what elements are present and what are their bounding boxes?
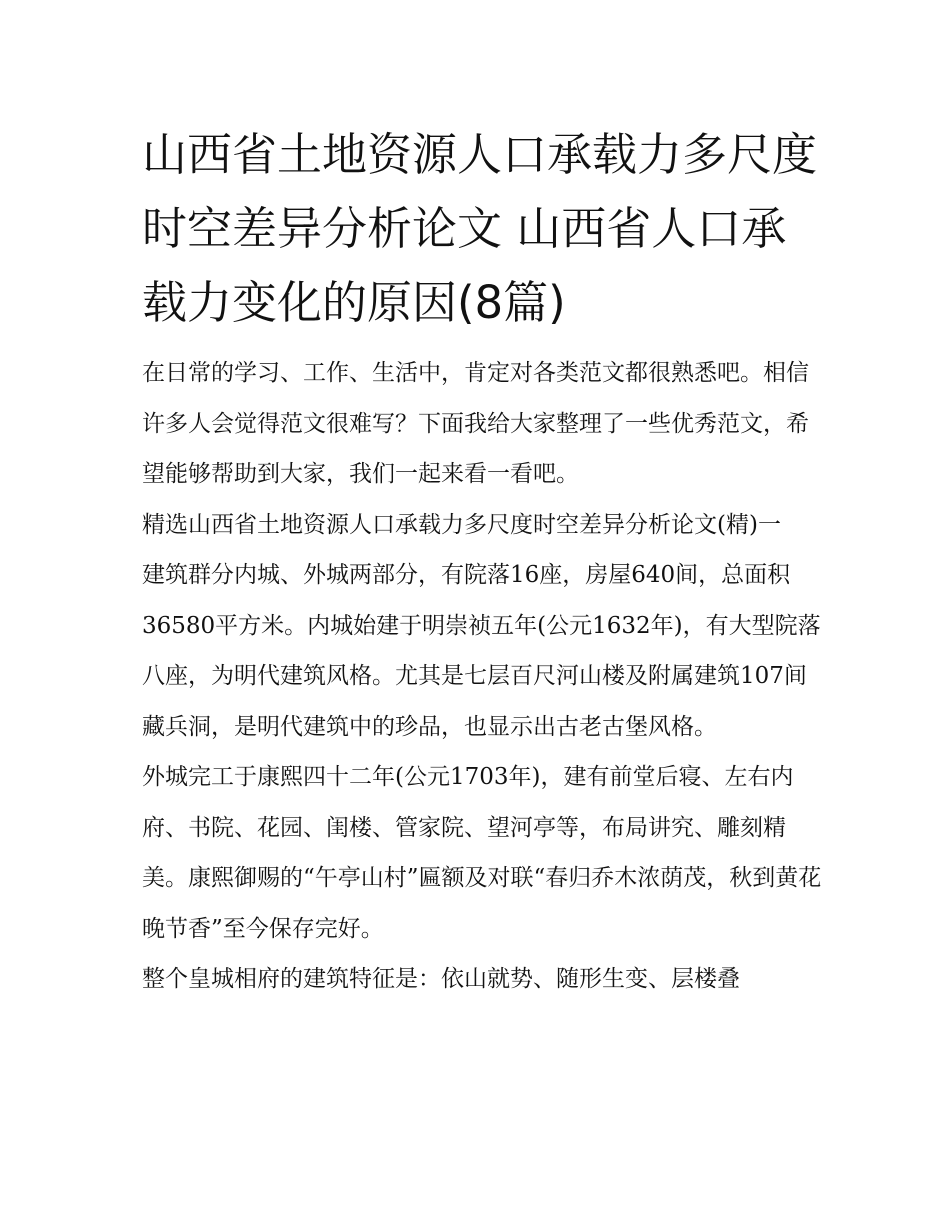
body-paragraph-outer-city: 外城完工于康熙四十二年(公元1703年)，建有前堂后寝、左右内府、书院、花园、闺楼、管家院、望河亭等，布局讲究、雕刻精美。康熙御赐的“午亭山村”匾额及对联“春归乔木浓荫茂，秋到黄花晚节香”至今保存完好。 (142, 764, 822, 942)
body-paragraph-features: 整个皇城相府的建筑特征是：依山就势、随形生变、层楼叠 (142, 966, 740, 992)
section-heading-paragraph: 精选山西省土地资源人口承载力多尺度时空差异分析论文(精)一 (142, 511, 781, 538)
document-body (142, 118, 822, 1005)
document-title: 山西省土地资源人口承载力多尺度时空差异分析论文 山西省人口承载力变化的原因(8篇) (142, 128, 818, 329)
body-paragraph-inner-city: 建筑群分内城、外城两部分，有院落16座，房屋640间，总面积36580平方米。内城始建于明崇祯五年(公元1632年)，有大型院落八座，为明代建筑风格。尤其是七层百尺河山楼及附属建筑107间藏兵洞，是明代建筑中的珍品，也显示出古老古堡风格。 (142, 562, 821, 740)
intro-paragraph: 在日常的学习、工作、生活中，肯定对各类范文都很熟悉吧。相信许多人会觉得范文很难写？下面我给大家整理了一些优秀范文，希望能够帮助到大家，我们一起来看一看吧。 (142, 360, 809, 487)
